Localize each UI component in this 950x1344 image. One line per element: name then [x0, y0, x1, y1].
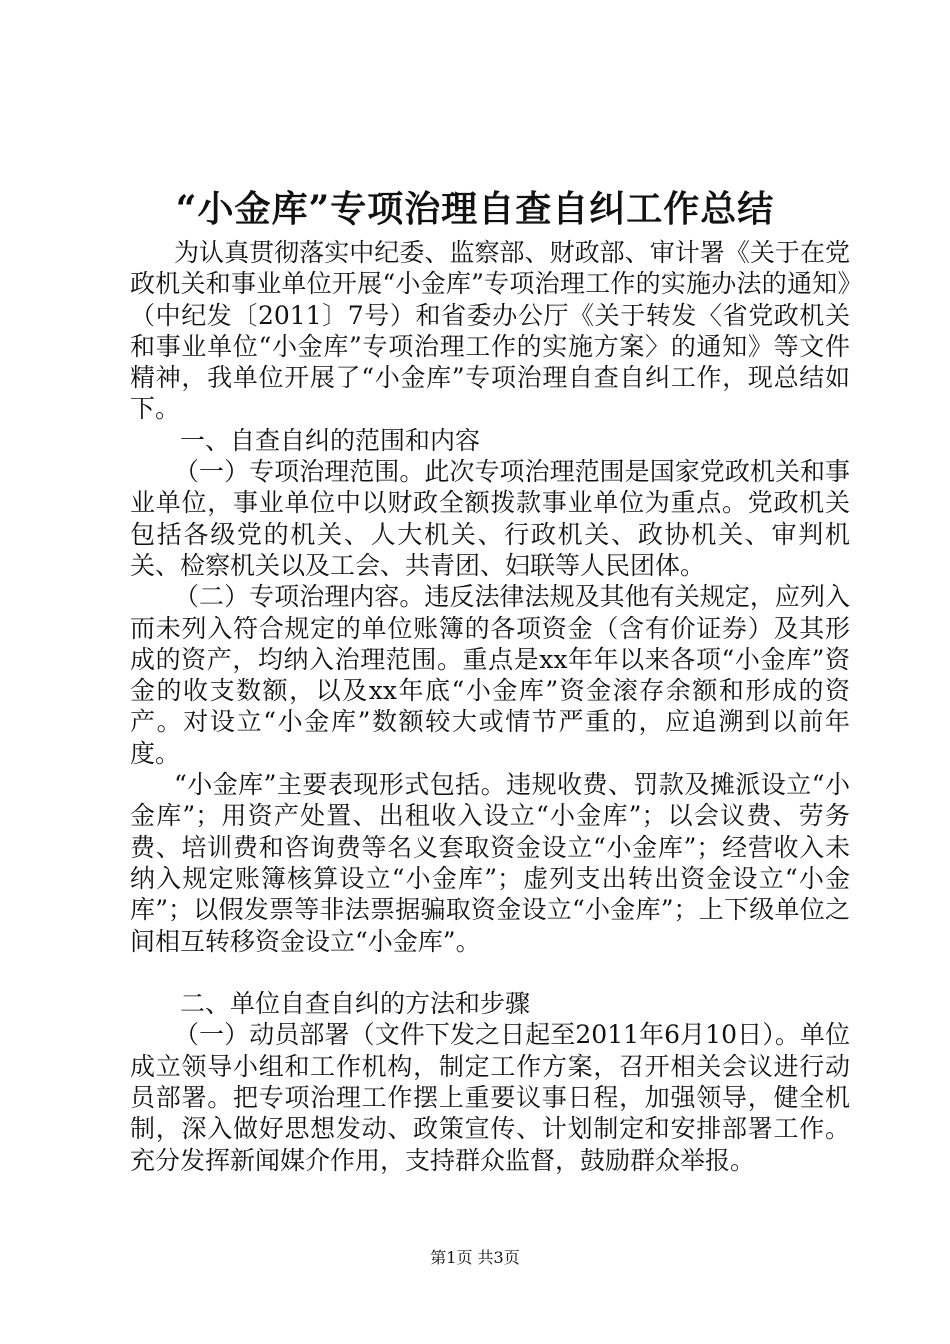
intro-paragraph: 为认真贯彻落实中纪委、监察部、财政部、审计署《关于在党政机关和事业单位开展“小金库”专项治理工作的实施办法的通知》（中纪发〔2011〕7号）和省委办公厅《关于转发〈省党政机关和事业单位“小金库”专项治理工作的实施方案〉的通知》等文件精神，我单位开展了“小金库”专项治理自查自纠工作，现总结如下。	[130, 238, 850, 424]
paragraph-mobilization: （一）动员部署（文件下发之日起至2011年6月10日）。单位成立领导小组和工作机构，制定工作方案，召开相关会议进行动员部署。把专项治理工作摆上重要议事日程，加强领导，健全机制，深入做好思想发动、政策宣传、计划制定和安排部署工作。充分发挥新闻媒介作用，支持群众监督，鼓励群众举报。	[130, 1020, 850, 1175]
paragraph-content: （二）专项治理内容。违反法律法规及其他有关规定，应列入而未列入符合规定的单位账簿的各项资金（含有价证券）及其形成的资产，均纳入治理范围。重点是xx年年以来各项“小金库”资金的收支数额，以及xx年底“小金库”资金滚存余额和形成的资产。对设立“小金库”数额较大或情节严重的，应追溯到以前年度。	[130, 582, 850, 768]
section-heading-2: 二、单位自查自纠的方法和步骤	[180, 989, 531, 1019]
document-body	[130, 237, 850, 1176]
section-heading-1: 一、自查自纠的范围和内容	[180, 425, 481, 455]
page-number-footer: 第1页 共3页	[430, 1248, 520, 1267]
paragraph-forms: “小金库”主要表现形式包括。违规收费、罚款及摊派设立“小金库”；用资产处置、出租收入设立“小金库”；以会议费、劳务费、培训费和咨询费等名义套取资金设立“小金库”；经营收入未纳入规定账簿核算设立“小金库”；虚列支出转出资金设立“小金库”；以假发票等非法票据骗取资金设立“小金库”；上下级单位之间相互转移资金设立“小金库”。	[130, 770, 850, 956]
paragraph-scope: （一）专项治理范围。此次专项治理范围是国家党政机关和事业单位，事业单位中以财政全额拨款事业单位为重点。党政机关包括各级党的机关、人大机关、行政机关、政协机关、审判机关、检察机关以及工会、共青团、妇联等人民团体。	[130, 457, 850, 580]
document-title: “小金库”专项治理自查自纠工作总结	[175, 188, 775, 230]
